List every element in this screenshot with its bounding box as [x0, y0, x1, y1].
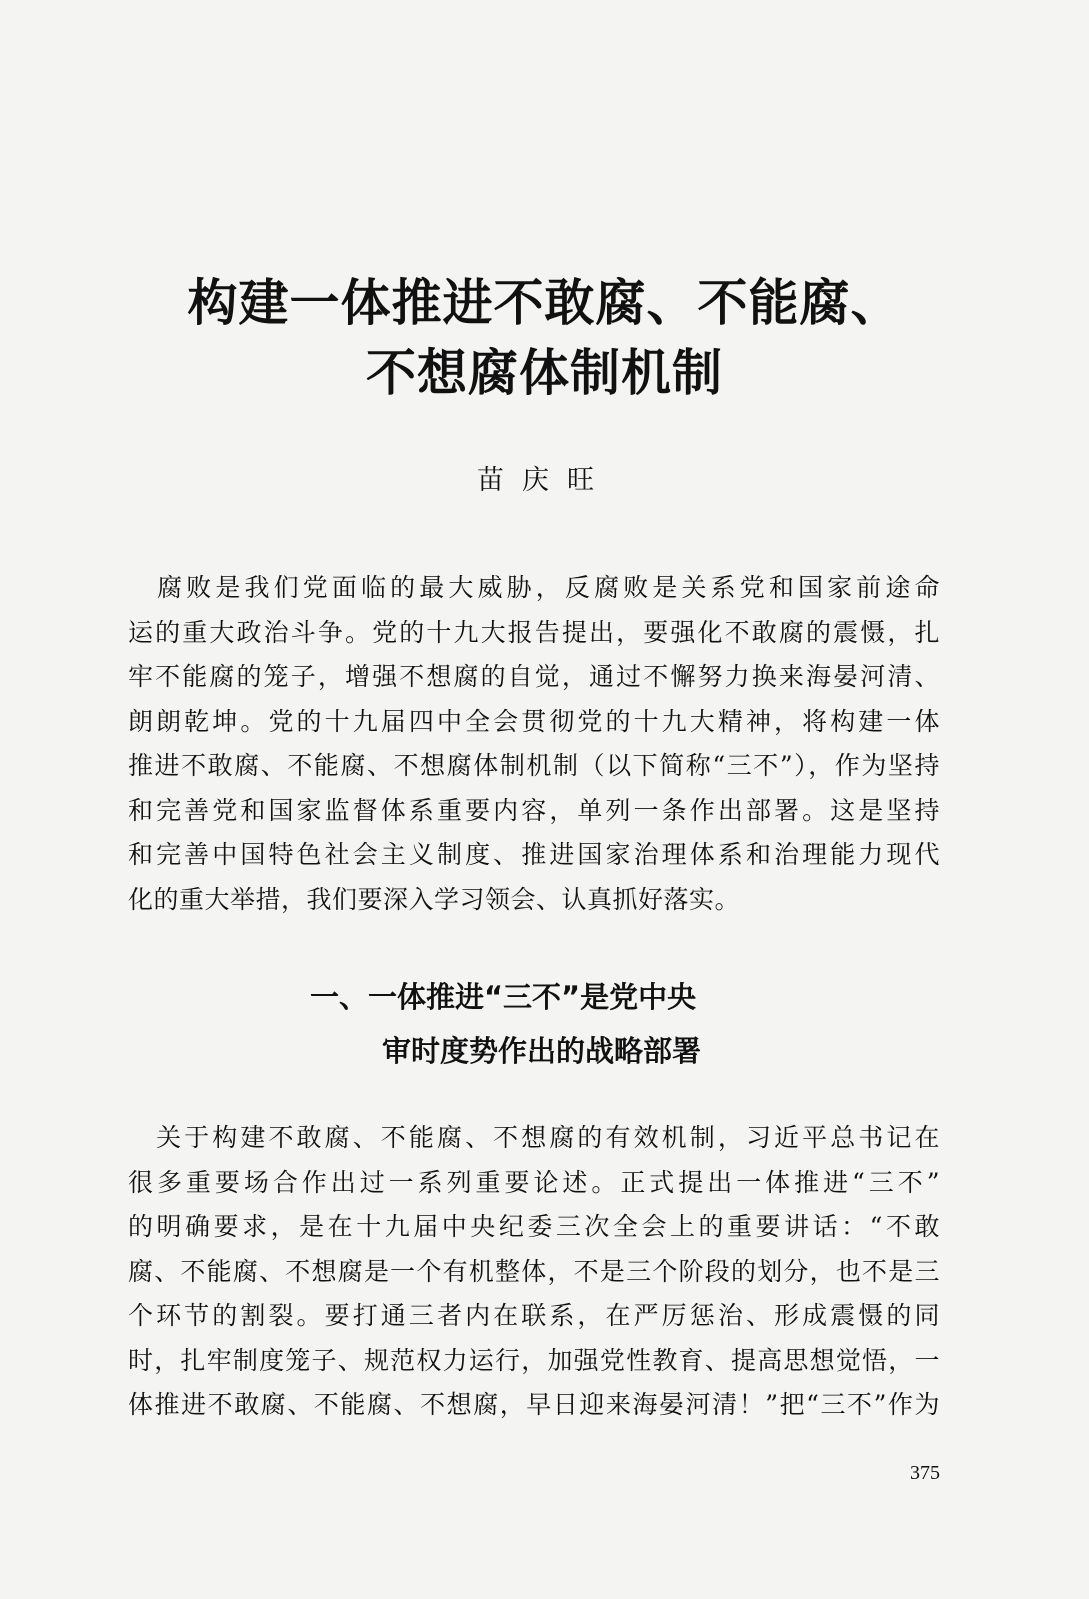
page-number: 375 [910, 1462, 940, 1484]
text-line: 个环节的割裂。要打通三者内在联系，在严厉惩治、形成震慑的同 [128, 1301, 940, 1330]
section-heading-line-2: 审时度势作出的战略部署 [382, 1034, 702, 1068]
article-title [120, 268, 969, 408]
section-heading [120, 970, 969, 1078]
text-line: 推进不敢腐、不能腐、不想腐体制机制（以下简称“三不”），作为坚持 [128, 751, 940, 780]
text-line: 牢不能腐的笼子，增强不想腐的自觉，通过不懈努力换来海晏河清、 [128, 662, 940, 691]
text-line: 腐败是我们党面临的最大威胁，反腐败是关系党和国家前途命 [128, 573, 940, 602]
text-line: 体推进不敢腐、不能腐、不想腐，早日迎来海晏河清！”把“三不”作为 [128, 1390, 940, 1419]
text-line: 化的重大举措，我们要深入学习领会、认真抓好落实。 [128, 884, 741, 914]
text-line: 和完善中国特色社会主义制度、推进国家治理体系和治理能力现代 [128, 840, 940, 869]
text-line: 和完善党和国家监督体系重要内容，单列一条作出部署。这是坚持 [128, 795, 940, 825]
author-name: 苗庆旺 [477, 465, 612, 496]
section-heading-line-1: 一、一体推进“三不”是党中央 [310, 980, 697, 1014]
text-line: 朗朗乾坤。党的十九届四中全会贯彻党的十九大精神，将构建一体 [128, 706, 940, 736]
paragraph-intro [128, 566, 940, 922]
text-line: 很多重要场合作出过一系列重要论述。正式提出一体推进“三不” [128, 1167, 940, 1197]
text-line: 的明确要求，是在十九届中央纪委三次全会上的重要讲话：“不敢 [128, 1212, 940, 1241]
title-line-2: 不想腐体制机制 [366, 344, 723, 402]
title-line-1: 构建一体推进不敢腐、不能腐、 [187, 274, 902, 332]
text-line: 腐、不能腐、不想腐是一个有机整体，不是三个阶段的划分，也不是三 [128, 1256, 940, 1286]
text-line: 关于构建不敢腐、不能腐、不想腐的有效机制，习近平总书记在 [128, 1123, 940, 1152]
text-line: 时，扎牢制度笼子、规范权力运行，加强党性教育、提高思想觉悟，一 [128, 1345, 940, 1375]
paragraph-body [128, 1116, 940, 1428]
text-line: 运的重大政治斗争。党的十九大报告提出，要强化不敢腐的震慑，扎 [128, 617, 940, 647]
